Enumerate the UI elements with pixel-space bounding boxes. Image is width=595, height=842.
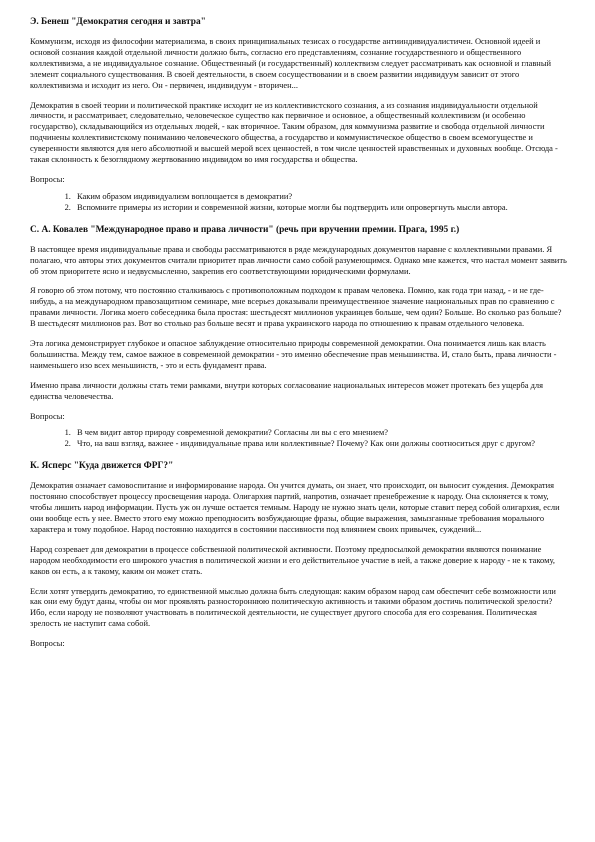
- questions-label: Вопросы:: [30, 410, 65, 421]
- section-title: С. А. Ковалев "Международное право и права личности" (речь при вручении премии. Прага, 1995 г.): [30, 224, 460, 235]
- section-jaspers: [30, 460, 568, 649]
- paragraph: Народ созревает для демократии в процессе собственной политической активности. Поэтому предпосылкой демократии являются понимание народом необходимости его широкого участия в политической жизни и его действительное участие в ней, а также доверие к народу - не к такому, каков он есть, а к такому, каким он может стать.: [30, 543, 555, 576]
- paragraph: В настоящее время индивидуальные права и свободы рассматриваются в ряде международных документов наравне с коллективными правами. Я полагаю, что авторы этих документов считали приоритет прав личности само собой разумеющимся. Однако мне кажется, что настал момент заявить об этом приоритете ясно и недвусмысленно, закрепив его соответствующими юридическими формулами.: [30, 243, 567, 276]
- question-item: 1. Каким образом индивидуализм воплощается в демократии?: [73, 191, 568, 202]
- section-benesh: [30, 16, 568, 213]
- question-item: 2. Вспомните примеры из истории и современной жизни, которые могли бы подтвердить или опровергнуть мысли автора.: [73, 202, 568, 213]
- section-kovalev: [30, 224, 568, 450]
- questions-list: [30, 191, 568, 213]
- questions-label: Вопросы:: [30, 638, 65, 649]
- questions-list: [30, 427, 568, 449]
- question-item: 2. Что, на ваш взгляд, важнее - индивидуальные права или коллективные? Почему? Как они должны соотноситься друг с другом?: [73, 438, 568, 449]
- paragraph: Демократия означает самовоспитание и информирование народа. Он учится думать, он знает, что происходит, он выносит суждения. Демократия постоянно способствует процессу просвещения народа. Олигархия партий, напротив, означает пренебрежение к народу. Она склоняется к тому, чтобы лишить народ информации. Пусть уж он лучше остается темным. Народу не нужно знать цели, которые ставит перед собой олигархия, если они вообще есть у нее. Вместо этого ему можно преподносить возбуждающие фразы, общие выражения, замызганные требования морального характера и тому подобное. Народ постоянно находится в состоянии пассивности под влиянием своих привычек, суждений...: [30, 480, 560, 534]
- paragraph: Я говорю об этом потому, что постоянно сталкиваюсь с противоположным подходом к правам человека. Помню, как года три назад, - и не где-нибудь, а на международном правозащитном семинаре, мне всерьез доказывали преимущественное значение национальных прав по сравнению с правами личности. Логика моего собеседника была простая: шестьдесят миллионов украинцев больше, чем один? Больше. Во сколько раз больше? В шестьдесят миллионов раз. Вот во столько раз больше весят и права украинского народа по отношению к правам отдельного человека.: [30, 285, 562, 329]
- paragraph: Коммунизм, исходя из философии материализма, в своих принципиальных тезисах о государстве антииндивидуалистичен. Основной идеей и основой сознания каждой отдельной личности должно быть, согласно его представлениям, сознание государственного и общественного коллективизма, а не индивидуальное сознание. Общественный (и государственный) коллектвизм следует рассматривать как основной и главный элемент социального существования. В своей деятельности, в своем сосуществовании и в своем развитии индивидуум зависит от этого коллективизма и исходит из него. Он - первичен, индивидуум - вторичен...: [30, 36, 551, 90]
- paragraph: Если хотят утвердить демократию, то единственной мыслью должна быть следующая: каким образом народ сам обеспечит себе возможности или как они ему будут даны, чтобы он мог проявлять разностороннюю политическую активность и такими образом достичь политической зрелости? Ибо, если народу не позволяют участвовать в политической деятельности, не существует другого способа для его созревания. Политическая зрелость не наступит сама собой.: [30, 585, 556, 629]
- paragraph: Именно права личности должны стать теми рамками, внутри которых согласование национальных интересов может протекать без ущерба для единства человечества.: [30, 379, 544, 401]
- question-item: 1. В чем видит автор природу современной демократии? Согласны ли вы с его мнением?: [73, 427, 568, 438]
- questions-label: Вопросы:: [30, 173, 65, 184]
- paragraph: Демократия в своей теории и политической практике исходит не из коллективистского сознания, а из сознания индивидуальности отдельной личности, и рассматривает, следовательно, человеческое существо как первичное и основное, а общественный коллективизм (и особенно государство), складывающийся из отдельных людей, - как вторичное. Таким образом, для коммунизма развитие и свобода отдельной личности подчинены коллективистскому пониманию человеческого общества, а государство и коммунистическое общество в своем всемогуществе и суверенности являются для него абсолютной и высшей мерой всех ценностей, в том числе ценностей нравственных и духовных вообще. Отсюда - такая склонность к безоглядному жертвованию индивидом во имя государства и общества.: [30, 99, 558, 165]
- paragraph: Эта логика демонстрирует глубокое и опасное заблуждение относительно природы современной демократии. Она понимается лишь как власть большинства. Между тем, самое важное в современной демократии - это именно обеспечение прав меньшинства. И, стало быть, права личности - наименьшего изо всех меньшинств, - это и есть фундамент права.: [30, 338, 557, 370]
- section-title: К. Ясперс "Куда движется ФРГ?": [30, 461, 174, 472]
- section-title: Э. Бенеш "Демократия сегодня и завтра": [30, 17, 206, 27]
